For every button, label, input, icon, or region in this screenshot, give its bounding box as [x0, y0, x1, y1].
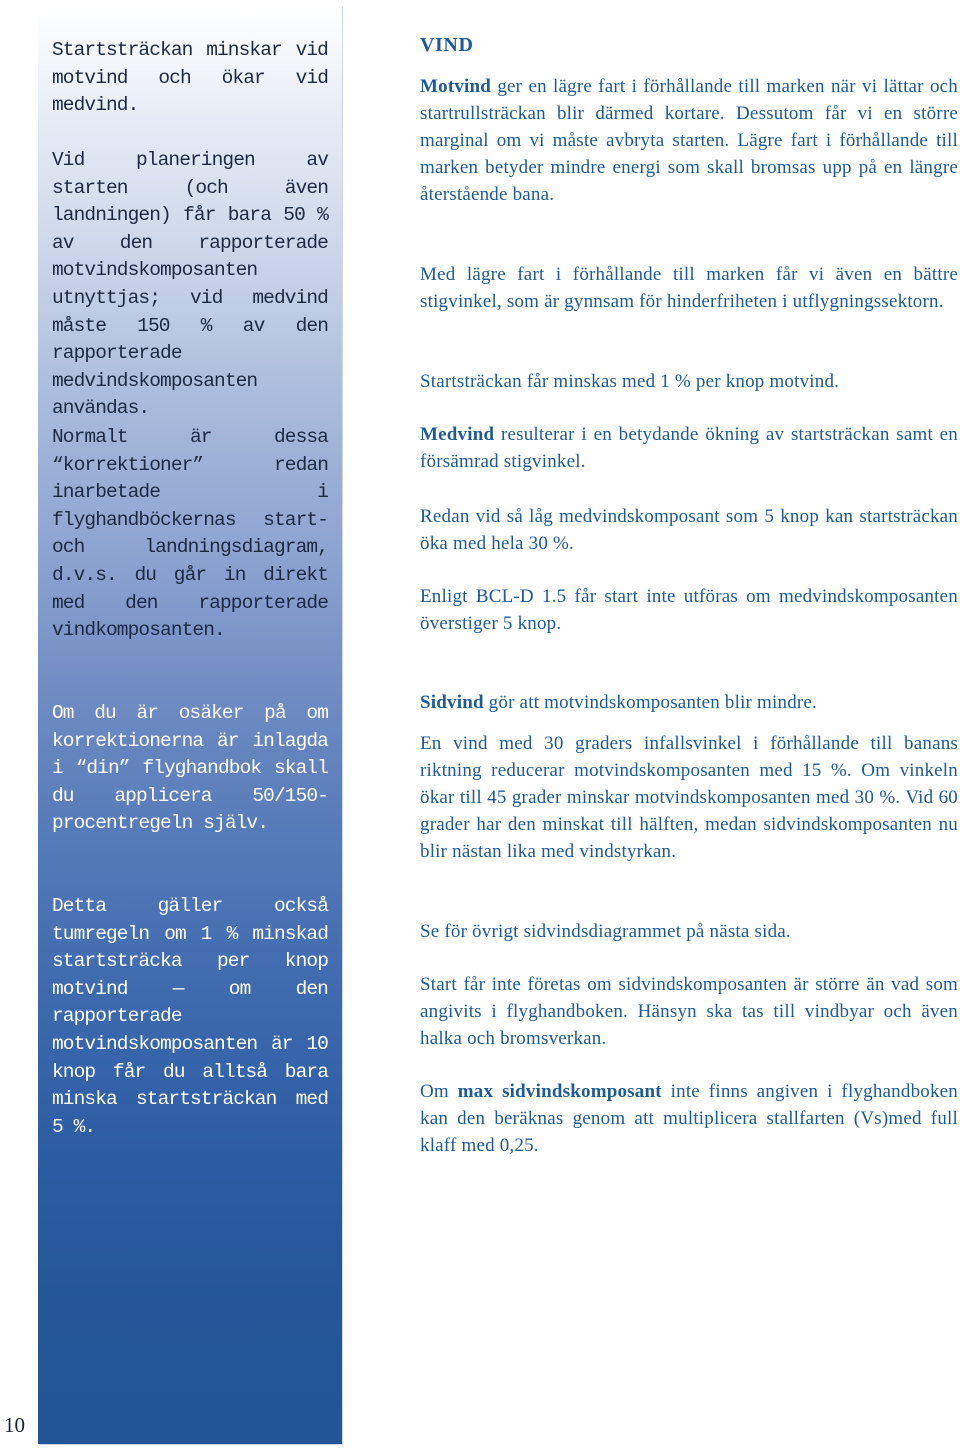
paragraph-medvind: [420, 421, 958, 475]
paragraph-max-pre: Om: [420, 1081, 458, 1102]
paragraph-max-sidvind: [420, 1078, 958, 1159]
section-heading: VIND: [420, 34, 474, 56]
paragraph-start-forbud: Start får inte företas om sidvindskomposanten är större än vad som angivits i flyghandboken. Hänsyn ska tas till vindbyar och även halka och bromsverkan.: [420, 974, 958, 1049]
paragraph-stigvinkel: Med lägre fart i förhållande till marken får vi även en bättre stigvinkel, som är gynnsam för hinderfriheten i utflygningssektorn.: [420, 264, 958, 312]
paragraph-se-diagram: Se för övrigt sidvindsdiagrammet på nästa sida.: [420, 921, 791, 942]
paragraph-infallsvinkel: En vind med 30 graders infallsvinkel i förhållande till banans riktning reducerar motvindskomposanten med 15 %. Om vinkeln ökar till 45 grader minskar motvindskomposanten med 30 %. Vid 60 grader har den minskat till hälften, medan sidvindskomposanten nu blir nästan lika med vindstyrkan.: [420, 733, 958, 862]
term-sidvind: Sidvind: [420, 692, 484, 713]
paragraph-sidvind: [420, 689, 958, 716]
sidebar-paragraph-1: Startsträckan minskar vid motvind och ökar vid medvind.: [52, 39, 328, 117]
paragraph-minskning: Startsträckan får minskas med 1 % per knop motvind.: [420, 371, 840, 392]
paragraph-medvind-30: Redan vid så låg medvindskomposant som 5 knop kan startsträckan öka med hela 30 %.: [420, 506, 958, 554]
paragraph-max-text: inte finns angiven i flyghandboken kan den beräknas genom att multiplicera stallfarten (Vs)med full klaff med 0,25.: [420, 1081, 959, 1156]
paragraph-motvind-text: ger en lägre fart i förhållande till marken när vi lättar och startrullsträckan blir därmed kortare. Dessutom får vi en större marginal om vi måste avbryta starten. Lägre fart i förhållande till marken betyder mindre energi som skall bromsas upp på en längre återstående bana.: [420, 76, 958, 205]
paragraph-sidvind-text: gör att motvindskomposanten blir mindre.: [483, 692, 818, 713]
sidebar-paragraph-4: Om du är osäker på om korrektionerna är inlagda i “din” flyghandbok skall du applicera 50/150-procentregeln själv.: [52, 702, 328, 835]
paragraph-bcl: Enligt BCL-D 1.5 får start inte utföras om medvindskomposanten överstiger 5 knop.: [420, 586, 958, 634]
page-number: 10: [4, 1413, 25, 1437]
term-motvind: Motvind: [420, 76, 492, 97]
paragraph-motvind: [420, 73, 958, 208]
paragraph-medvind-text: resulterar i en betydande ökning av startsträckan samt en försämrad stigvinkel.: [420, 424, 958, 472]
term-max-sidvindskomposant: max sidvindskomposant: [457, 1081, 662, 1102]
sidebar-paragraph-3: Normalt är dessa “korrektioner” redan inarbetade i flyghandböckernas start- och landningsdiagram, d.v.s. du går in direkt med den rapporterade vindkomposanten.: [52, 426, 328, 642]
sidebar-paragraph-5: Detta gäller också tumregeln om 1 % minskad startsträcka per knop motvind — om den rapporterade motvindskomposanten är 10 knop får du alltså bara minska startsträckan med 5 %.: [52, 895, 328, 1138]
term-medvind: Medvind: [420, 424, 495, 445]
sidebar-paragraph-2: Vid planeringen av starten (och även landningen) får bara 50 % av den rapporterade motvindskomposanten utnyttjas; vid medvind måste 150 % av den rapporterade medvindskomposanten användas.: [52, 149, 328, 420]
